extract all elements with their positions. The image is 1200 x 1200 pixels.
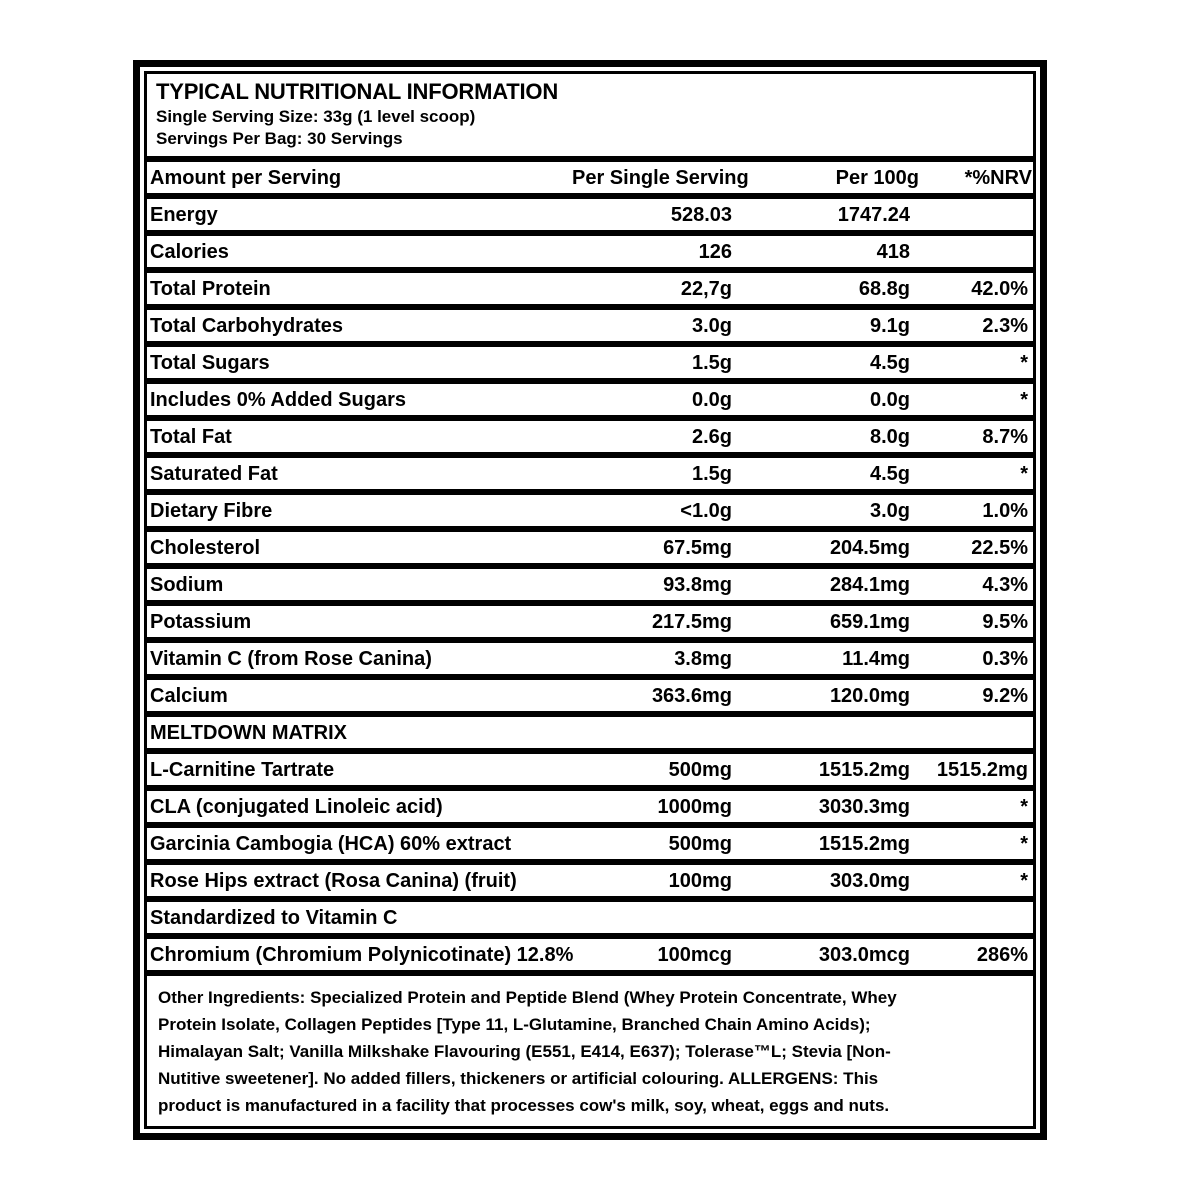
per-serving-value: 0.0g xyxy=(691,388,732,411)
column-nrv: *%NRV xyxy=(964,166,1032,189)
per-100g-value: 659.1mg xyxy=(829,610,910,633)
nutrient-name: Potassium xyxy=(150,610,252,633)
per-serving-value: 500mg xyxy=(668,832,732,855)
nutrient-name: Includes 0% Added Sugars xyxy=(150,388,406,411)
table-row xyxy=(147,199,1033,230)
nrv-value: * xyxy=(1020,462,1028,485)
nutrient-name: Energy xyxy=(150,203,218,226)
per-100g-value: 1747.24 xyxy=(837,203,910,226)
table-row xyxy=(147,865,1033,896)
per-100g-value: 1515.2mg xyxy=(818,758,910,781)
table-row xyxy=(147,569,1033,600)
nrv-value: 8.7% xyxy=(982,425,1028,448)
table-row xyxy=(147,939,1033,970)
nrv-value: 0.3% xyxy=(982,647,1028,670)
per-100g-value: 4.5g xyxy=(869,462,910,485)
per-100g-value: 120.0mg xyxy=(829,684,910,707)
nrv-value: 2.3% xyxy=(982,314,1028,337)
nrv-value: 286% xyxy=(976,943,1028,966)
column-per-100g: Per 100g xyxy=(835,166,919,189)
other-ingredients-line: Nutitive sweetener]. No added fillers, thickeners or artificial colouring. ALLERGENS: This xyxy=(158,1069,879,1088)
table-row xyxy=(147,643,1033,674)
nrv-value: 22.5% xyxy=(971,536,1028,559)
per-serving-value: 3.8mg xyxy=(674,647,732,670)
table-row xyxy=(147,791,1033,822)
per-100g-value: 303.0mg xyxy=(829,869,910,892)
other-ingredients-line: Other Ingredients: Specialized Protein and Peptide Blend (Whey Protein Concentrate, Whey xyxy=(158,988,897,1007)
other-ingredients-line: Himalayan Salt; Vanilla Milkshake Flavouring (E551, E414, E637); Tolerase™L; Stevia [Non- xyxy=(158,1042,891,1061)
per-serving-value: <1.0g xyxy=(680,499,732,522)
nrv-value: 4.3% xyxy=(982,573,1028,596)
column-amount-per-serving: Amount per Serving xyxy=(150,166,342,189)
table-row xyxy=(147,828,1033,859)
nutrient-name: Sodium xyxy=(150,573,224,596)
nutrient-name: L-Carnitine Tartrate xyxy=(150,758,335,781)
nutrient-name: CLA (conjugated Linoleic acid) xyxy=(150,795,443,818)
nutrient-name: Garcinia Cambogia (HCA) 60% extract xyxy=(150,832,512,855)
nutrient-name: Calcium xyxy=(150,684,228,707)
per-100g-value: 0.0g xyxy=(869,388,910,411)
table-row xyxy=(147,495,1033,526)
nutrient-name: Saturated Fat xyxy=(150,462,278,485)
table-row xyxy=(147,421,1033,452)
nutrient-name: Vitamin C (from Rose Canina) xyxy=(150,647,432,670)
table-row xyxy=(147,606,1033,637)
per-serving-value: 93.8mg xyxy=(663,573,732,596)
section-title: Standardized to Vitamin C xyxy=(150,906,398,929)
per-serving-value: 2.6g xyxy=(691,425,732,448)
nutrition-table xyxy=(144,71,1036,1129)
label-header-block xyxy=(147,74,1033,156)
per-serving-value: 1.5g xyxy=(691,462,732,485)
servings-per-bag-text: Servings Per Bag: 30 Servings xyxy=(156,129,403,148)
nrv-value: * xyxy=(1020,832,1028,855)
other-ingredients-line: product is manufactured in a facility that processes cow's milk, soy, wheat, eggs and nuts. xyxy=(158,1096,890,1115)
nrv-value: 1515.2mg xyxy=(936,758,1028,781)
per-100g-value: 204.5mg xyxy=(829,536,910,559)
nrv-value: 9.2% xyxy=(982,684,1028,707)
nutrient-name: Rose Hips extract (Rosa Canina) (fruit) xyxy=(150,869,517,892)
per-serving-value: 1000mg xyxy=(657,795,732,818)
per-serving-value: 126 xyxy=(698,240,732,263)
per-100g-value: 303.0mcg xyxy=(818,943,910,966)
per-100g-value: 4.5g xyxy=(869,351,910,374)
table-row xyxy=(147,754,1033,785)
per-100g-value: 418 xyxy=(876,240,910,263)
table-row xyxy=(147,384,1033,415)
per-100g-value: 9.1g xyxy=(869,314,910,337)
nutrient-name: Total Protein xyxy=(150,277,271,300)
per-serving-value: 3.0g xyxy=(691,314,732,337)
table-row xyxy=(147,347,1033,378)
per-serving-value: 22,7g xyxy=(680,277,732,300)
per-serving-value: 217.5mg xyxy=(651,610,732,633)
per-100g-value: 1515.2mg xyxy=(818,832,910,855)
per-100g-value: 11.4mg xyxy=(842,647,910,670)
nutrient-name: Total Sugars xyxy=(150,351,270,374)
nrv-value: * xyxy=(1020,795,1028,818)
per-100g-value: 8.0g xyxy=(869,425,910,448)
nrv-value: 1.0% xyxy=(982,499,1028,522)
table-row xyxy=(147,680,1033,711)
column-per-single-serving: Per Single Serving xyxy=(572,166,749,189)
nutrient-name: Chromium (Chromium Polynicotinate) 12.8% xyxy=(150,943,574,966)
table-row xyxy=(147,236,1033,267)
nrv-value: * xyxy=(1020,869,1028,892)
per-100g-value: 3030.3mg xyxy=(818,795,910,818)
table-row xyxy=(147,532,1033,563)
section-header-row xyxy=(147,717,1033,748)
nutrition-label xyxy=(133,60,1047,1140)
nutrient-name: Total Carbohydrates xyxy=(150,314,343,337)
section-title: MELTDOWN MATRIX xyxy=(150,721,348,744)
per-serving-value: 100mcg xyxy=(657,943,732,966)
nutrient-name: Calories xyxy=(150,240,229,263)
serving-size-text: Single Serving Size: 33g (1 level scoop) xyxy=(156,107,476,126)
label-title: TYPICAL NUTRITIONAL INFORMATION xyxy=(156,79,559,104)
nutrient-name: Dietary Fibre xyxy=(150,499,273,522)
nrv-value: 9.5% xyxy=(982,610,1028,633)
nutrient-name: Cholesterol xyxy=(150,536,261,559)
per-100g-value: 68.8g xyxy=(858,277,910,300)
table-row xyxy=(147,458,1033,489)
nutrient-name: Total Fat xyxy=(150,425,232,448)
column-header-row xyxy=(147,162,1033,193)
per-serving-value: 363.6mg xyxy=(651,684,732,707)
nrv-value: * xyxy=(1020,351,1028,374)
table-row xyxy=(147,273,1033,304)
per-100g-value: 284.1mg xyxy=(829,573,910,596)
per-serving-value: 1.5g xyxy=(691,351,732,374)
per-100g-value: 3.0g xyxy=(869,499,910,522)
nrv-value: * xyxy=(1020,388,1028,411)
nrv-value: 42.0% xyxy=(971,277,1028,300)
other-ingredients-box xyxy=(147,976,1033,1126)
per-serving-value: 100mg xyxy=(668,869,732,892)
per-serving-value: 67.5mg xyxy=(663,536,732,559)
per-serving-value: 500mg xyxy=(668,758,732,781)
per-serving-value: 528.03 xyxy=(670,203,732,226)
table-row xyxy=(147,310,1033,341)
section-header-row xyxy=(147,902,1033,933)
other-ingredients-line: Protein Isolate, Collagen Peptides [Type 11, L-Glutamine, Branched Chain Amino Acids); xyxy=(158,1015,871,1034)
